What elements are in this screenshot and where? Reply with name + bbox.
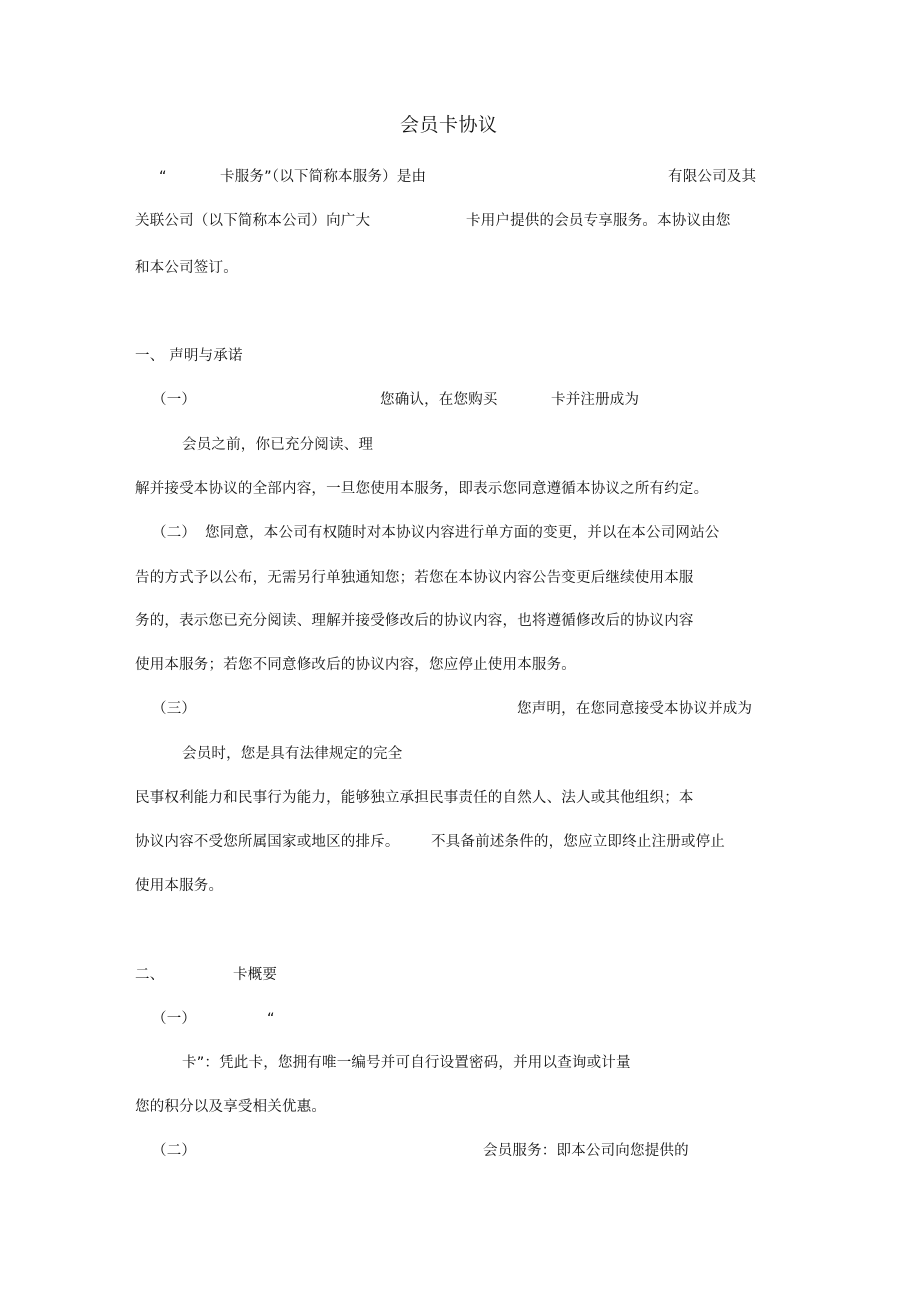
s1-item3-number: （三） — [152, 701, 197, 717]
s1-item1-line3: 解并接受本协议的全部内容，一旦您使用本服务，即表示您同意遵循本协议之所有约定。 — [135, 481, 709, 497]
s2-item2-number: （二） — [152, 1143, 197, 1159]
intro-line2-start: 关联公司（以下简称本公司）向广大 — [135, 213, 371, 229]
s1-item3-line3: 民事权利能力和民事行为能力，能够独立承担民事责任的自然人、法人或其他组织；本 — [135, 790, 694, 806]
section2-heading-text: 卡概要 — [233, 967, 278, 983]
s1-item2-line2: 告的方式予以公布，无需另行单独通知您；若您在本协议内容公告变更后继续使用本服 — [135, 570, 694, 586]
intro-quote-mark: “ — [159, 169, 167, 185]
section2-heading-number: 二、 — [135, 967, 165, 983]
s1-item1-number: （一） — [152, 392, 197, 408]
s1-item3-line2: 会员时，您是具有法律规定的完全 — [182, 746, 403, 762]
s2-item1-number: （一） — [152, 1011, 197, 1027]
intro-company-text: 有限公司及其 — [668, 169, 757, 185]
s1-item3-text-a: 您声明，在您同意接受本协议并成为 — [517, 701, 753, 717]
s1-item2-line4: 使用本服务；若您不同意修改后的协议内容，您应停止使用本服务。 — [135, 657, 576, 673]
s1-item2-line3: 务的，表示您已充分阅读、理解并接受修改后的协议内容，也将遵循修改后的协议内容 — [135, 613, 694, 629]
s1-item1-line2: 会员之前，你已充分阅读、理 — [182, 437, 374, 453]
s2-item1-line2: 卡”：凭此卡，您拥有唯一编号并可自行设置密码，并用以查询或计量 — [182, 1055, 631, 1071]
s1-item3-line4-a: 协议内容不受您所属国家或地区的排斥。 — [135, 834, 400, 850]
s1-item3-line4-b: 不具备前述条件的，您应立即终止注册或停止 — [431, 834, 725, 850]
s2-item1-line3: 您的积分以及享受相关优惠。 — [135, 1099, 327, 1115]
s1-item2-line1: 您同意，本公司有权随时对本协议内容进行单方面的变更，并以在本公司网站公 — [205, 525, 720, 541]
s1-item3-line5: 使用本服务。 — [135, 878, 224, 894]
intro-line2-end: 卡用户提供的会员专享服务。本协议由您 — [466, 213, 731, 229]
section1-heading: 一、 声明与承诺 — [135, 348, 243, 364]
intro-service-text: 卡服务”（以下简称本服务）是由 — [220, 169, 427, 185]
s2-item1-quote-mark: “ — [267, 1011, 275, 1027]
s1-item1-text-a: 您确认，在您购买 — [380, 392, 498, 408]
intro-line3: 和本公司签订。 — [135, 260, 238, 276]
document-title: 会员卡协议 — [400, 114, 498, 136]
s1-item2-number: （二） — [152, 525, 197, 541]
s1-item1-text-b: 卡并注册成为 — [551, 392, 640, 408]
s2-item2-text-a: 会员服务：即本公司向您提供的 — [483, 1143, 689, 1159]
